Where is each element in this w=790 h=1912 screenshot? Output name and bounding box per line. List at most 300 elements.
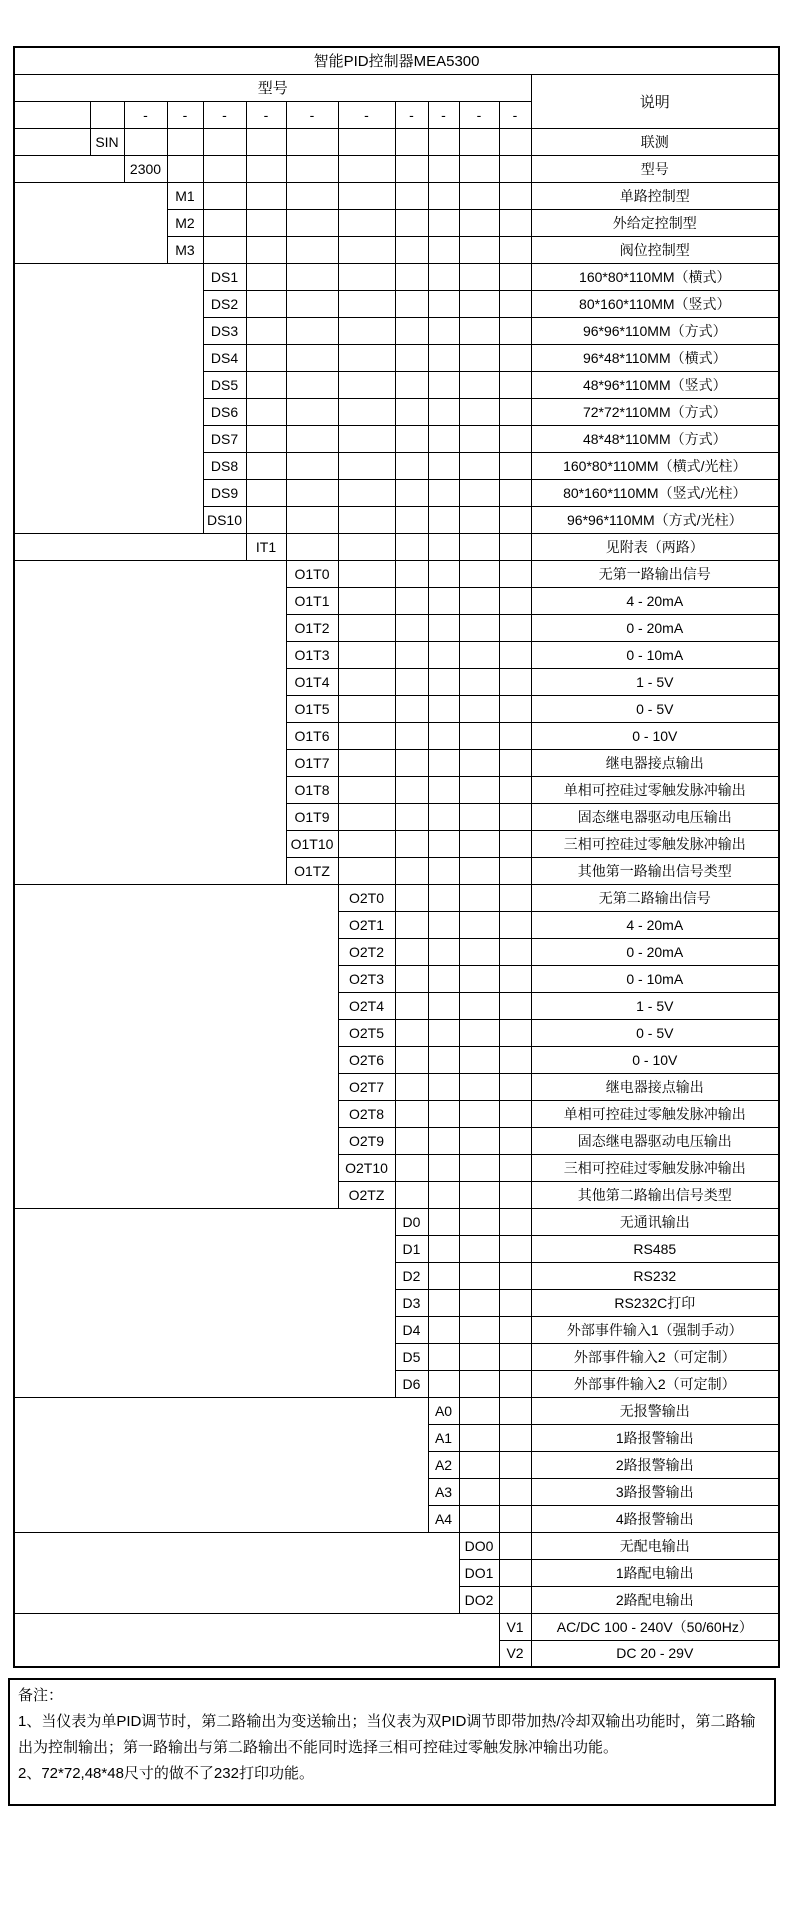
code-cell: DS7 <box>203 425 246 452</box>
empty-code-cell <box>428 290 459 317</box>
empty-code-cell <box>459 965 499 992</box>
description-cell: 其他第一路输出信号类型 <box>531 857 779 884</box>
table-row <box>14 1397 779 1424</box>
code-cell: O1T6 <box>286 722 338 749</box>
category-label-cell: 供电电源 <box>14 1613 499 1667</box>
empty-code-cell <box>459 776 499 803</box>
category-label-cell: 第一路输出信号类型 <box>14 560 286 884</box>
description-cell: 1路配电输出 <box>531 1559 779 1586</box>
empty-code-cell <box>395 560 428 587</box>
empty-code-cell <box>203 236 246 263</box>
description-cell: 阀位控制型 <box>531 236 779 263</box>
description-cell: 0 - 10V <box>531 1046 779 1073</box>
empty-code-cell <box>459 1316 499 1343</box>
notes-box <box>8 1678 776 1806</box>
code-cell: DS10 <box>203 506 246 533</box>
empty-code-cell <box>499 938 531 965</box>
empty-code-cell <box>499 965 531 992</box>
empty-code-cell <box>428 506 459 533</box>
empty-code-cell <box>428 1154 459 1181</box>
empty-code-cell <box>428 749 459 776</box>
description-cell: 其他第二路输出信号类型 <box>531 1181 779 1208</box>
category-label-cell: 第二路输出信号类型 <box>14 884 338 1208</box>
empty-code-cell <box>286 425 338 452</box>
empty-code-cell <box>246 344 286 371</box>
empty-code-cell <box>338 722 395 749</box>
empty-code-cell <box>459 317 499 344</box>
empty-code-cell <box>395 587 428 614</box>
code-cell: O2T2 <box>338 938 395 965</box>
empty-code-cell <box>499 560 531 587</box>
empty-code-cell <box>459 533 499 560</box>
empty-code-cell <box>286 236 338 263</box>
empty-code-cell <box>395 236 428 263</box>
empty-code-cell <box>338 452 395 479</box>
empty-code-cell <box>428 236 459 263</box>
empty-code-cell <box>286 371 338 398</box>
empty-code-cell <box>338 236 395 263</box>
empty-code-cell <box>246 425 286 452</box>
empty-code-cell <box>428 1370 459 1397</box>
description-cell: 固态继电器驱动电压输出 <box>531 803 779 830</box>
empty-code-cell <box>428 533 459 560</box>
code-cell: DS5 <box>203 371 246 398</box>
code-cell: DO1 <box>459 1559 499 1586</box>
empty-code-cell <box>499 1424 531 1451</box>
empty-code-cell <box>286 209 338 236</box>
empty-code-cell <box>428 641 459 668</box>
empty-code-cell <box>428 128 459 155</box>
dash-cell: - <box>286 101 338 128</box>
empty-code-cell <box>428 425 459 452</box>
table-row <box>14 182 779 209</box>
table-row <box>14 533 779 560</box>
empty-code-cell <box>338 749 395 776</box>
code-cell: O1T8 <box>286 776 338 803</box>
empty-code-cell <box>499 1046 531 1073</box>
description-cell: 三相可控硅过零触发脉冲输出 <box>531 830 779 857</box>
code-cell: O2TZ <box>338 1181 395 1208</box>
empty-code-cell <box>338 857 395 884</box>
empty-code-cell <box>338 506 395 533</box>
empty-code-cell <box>499 992 531 1019</box>
empty-code-cell <box>428 857 459 884</box>
code-cell: O1TZ <box>286 857 338 884</box>
description-cell: 0 - 10mA <box>531 641 779 668</box>
empty-code-cell <box>395 803 428 830</box>
empty-code-cell <box>499 1154 531 1181</box>
empty-code-cell <box>395 452 428 479</box>
empty-code-cell <box>459 992 499 1019</box>
empty-code-cell <box>459 1208 499 1235</box>
empty-code-cell <box>395 1073 428 1100</box>
empty-code-cell <box>167 155 203 182</box>
empty-code-cell <box>338 425 395 452</box>
empty-code-cell <box>499 884 531 911</box>
code-cell: O1T1 <box>286 587 338 614</box>
code-cell: DS9 <box>203 479 246 506</box>
code-cell: A2 <box>428 1451 459 1478</box>
description-cell: 继电器接点输出 <box>531 749 779 776</box>
empty-code-cell <box>246 290 286 317</box>
empty-code-cell <box>338 479 395 506</box>
empty-code-cell <box>459 1100 499 1127</box>
empty-code-cell <box>286 452 338 479</box>
table-row <box>14 884 779 911</box>
empty-code-cell <box>428 371 459 398</box>
empty-code-cell <box>499 1478 531 1505</box>
empty-code-cell <box>395 506 428 533</box>
code-cell: DS4 <box>203 344 246 371</box>
empty-code-cell <box>499 236 531 263</box>
empty-code-cell <box>246 209 286 236</box>
code-cell: DS2 <box>203 290 246 317</box>
model-header-cell: 型号 <box>14 74 531 101</box>
description-cell: 48*48*110MM（方式） <box>531 425 779 452</box>
description-cell: RS485 <box>531 1235 779 1262</box>
empty-code-cell <box>459 830 499 857</box>
empty-code-cell <box>246 479 286 506</box>
empty-code-cell <box>203 182 246 209</box>
empty-code-cell <box>246 236 286 263</box>
empty-code-cell <box>459 1073 499 1100</box>
dash-cell: - <box>338 101 395 128</box>
code-cell: D4 <box>395 1316 428 1343</box>
empty-code-cell <box>459 1370 499 1397</box>
empty-code-cell <box>124 128 167 155</box>
empty-code-cell <box>459 479 499 506</box>
category-label-cell: 配电输出 <box>14 1532 459 1613</box>
empty-code-cell <box>428 1316 459 1343</box>
empty-code-cell <box>459 182 499 209</box>
empty-code-cell <box>395 749 428 776</box>
empty-code-cell <box>459 722 499 749</box>
empty-code-cell <box>246 128 286 155</box>
code-cell: A3 <box>428 1478 459 1505</box>
empty-code-cell <box>499 641 531 668</box>
description-cell: 无通讯输出 <box>531 1208 779 1235</box>
empty-code-cell <box>499 803 531 830</box>
empty-code-cell <box>428 992 459 1019</box>
empty-code-cell <box>395 479 428 506</box>
empty-code-cell <box>395 533 428 560</box>
empty-code-cell <box>499 182 531 209</box>
empty-code-cell <box>395 695 428 722</box>
empty-code-cell <box>499 425 531 452</box>
empty-code-cell <box>338 290 395 317</box>
desc-header-cell: 说明 <box>531 74 779 128</box>
dash-cell: - <box>167 101 203 128</box>
empty-code-cell <box>395 344 428 371</box>
empty-code-cell <box>459 506 499 533</box>
code-cell: O2T3 <box>338 965 395 992</box>
empty-code-cell <box>395 641 428 668</box>
empty-code-cell <box>459 938 499 965</box>
empty-code-cell <box>395 128 428 155</box>
empty-code-cell <box>395 425 428 452</box>
empty-code-cell <box>428 560 459 587</box>
notes-list <box>18 1709 764 1787</box>
description-cell: 0 - 10mA <box>531 965 779 992</box>
dash-cell: - <box>459 101 499 128</box>
code-cell: DS8 <box>203 452 246 479</box>
code-cell: DO2 <box>459 1586 499 1613</box>
empty-code-cell <box>499 1451 531 1478</box>
empty-code-cell <box>395 182 428 209</box>
empty-code-cell <box>499 155 531 182</box>
empty-code-cell <box>428 1262 459 1289</box>
description-cell: 160*80*110MM（横式/光柱） <box>531 452 779 479</box>
category-label-cell: 规格尺寸（宽*高*深） <box>14 263 203 533</box>
code-cell: V2 <box>499 1640 531 1667</box>
empty-code-cell <box>338 641 395 668</box>
table-row <box>14 155 779 182</box>
code-cell: O2T6 <box>338 1046 395 1073</box>
description-cell: 0 - 5V <box>531 695 779 722</box>
empty-code-cell <box>459 263 499 290</box>
notes-heading: 备注： <box>18 1687 64 1704</box>
description-cell: 4 - 20mA <box>531 911 779 938</box>
description-cell: 单相可控硅过零触发脉冲输出 <box>531 776 779 803</box>
note-line: 1、当仪表为单PID调节时，第二路输出为变送输出；当仪表为双PID调节即带加热/冷却双输出功能时，第二路输出为控制输出；第一路输出与第二路输出不能同时选择三相可控硅过零触发脉冲输出功能。 <box>18 1713 756 1756</box>
code-cell: 2300 <box>124 155 167 182</box>
empty-code-cell <box>428 1046 459 1073</box>
description-cell: 0 - 20mA <box>531 938 779 965</box>
description-cell: 4路报警输出 <box>531 1505 779 1532</box>
empty-code-cell <box>338 803 395 830</box>
empty-code-cell <box>459 1478 499 1505</box>
empty-code-cell <box>459 803 499 830</box>
empty-code-cell <box>246 155 286 182</box>
empty-code-cell <box>459 1451 499 1478</box>
model-selection-sheet <box>13 46 790 1668</box>
empty-code-cell <box>428 830 459 857</box>
empty-code-cell <box>395 398 428 425</box>
empty-code-cell <box>428 452 459 479</box>
description-cell: 三相可控硅过零触发脉冲输出 <box>531 1154 779 1181</box>
empty-code-cell <box>428 884 459 911</box>
empty-code-cell <box>499 695 531 722</box>
empty-code-cell <box>286 533 338 560</box>
description-cell: 96*96*110MM（方式） <box>531 317 779 344</box>
empty-code-cell <box>499 1208 531 1235</box>
dash-empty-cell <box>14 101 90 128</box>
empty-code-cell <box>286 398 338 425</box>
table-row <box>14 1613 779 1640</box>
empty-code-cell <box>499 479 531 506</box>
table-row <box>14 263 779 290</box>
code-cell: SIN <box>90 128 124 155</box>
dash-cell: - <box>203 101 246 128</box>
empty-code-cell <box>428 263 459 290</box>
code-cell: D1 <box>395 1235 428 1262</box>
code-cell: D0 <box>395 1208 428 1235</box>
empty-code-cell <box>286 290 338 317</box>
empty-code-cell <box>338 668 395 695</box>
note-line: 2、72*72,48*48尺寸的做不了232打印功能。 <box>18 1765 314 1782</box>
empty-code-cell <box>459 857 499 884</box>
empty-code-cell <box>286 344 338 371</box>
empty-code-cell <box>246 263 286 290</box>
empty-code-cell <box>428 1235 459 1262</box>
empty-code-cell <box>459 668 499 695</box>
empty-code-cell <box>167 128 203 155</box>
description-cell: 2路报警输出 <box>531 1451 779 1478</box>
code-cell: V1 <box>499 1613 531 1640</box>
empty-code-cell <box>499 506 531 533</box>
empty-code-cell <box>499 1505 531 1532</box>
empty-code-cell <box>428 155 459 182</box>
empty-code-cell <box>395 857 428 884</box>
empty-code-cell <box>499 722 531 749</box>
empty-code-cell <box>499 1073 531 1100</box>
category-label-cell: 型号 <box>14 155 124 182</box>
empty-code-cell <box>395 830 428 857</box>
empty-code-cell <box>428 182 459 209</box>
code-cell: D5 <box>395 1343 428 1370</box>
code-cell: O2T10 <box>338 1154 395 1181</box>
empty-code-cell <box>499 533 531 560</box>
category-label-cell: 仪表类型 <box>14 182 167 263</box>
empty-code-cell <box>428 965 459 992</box>
description-cell: 外给定控制型 <box>531 209 779 236</box>
empty-code-cell <box>499 1559 531 1586</box>
description-cell: 80*160*110MM（竖式） <box>531 290 779 317</box>
empty-code-cell <box>428 1343 459 1370</box>
empty-code-cell <box>459 560 499 587</box>
empty-code-cell <box>395 1181 428 1208</box>
empty-code-cell <box>459 1397 499 1424</box>
empty-code-cell <box>338 209 395 236</box>
empty-code-cell <box>499 1262 531 1289</box>
empty-code-cell <box>286 479 338 506</box>
empty-code-cell <box>499 1019 531 1046</box>
empty-code-cell <box>499 290 531 317</box>
empty-code-cell <box>428 479 459 506</box>
empty-code-cell <box>246 398 286 425</box>
empty-code-cell <box>395 992 428 1019</box>
empty-code-cell <box>395 1127 428 1154</box>
description-cell: 继电器接点输出 <box>531 1073 779 1100</box>
empty-code-cell <box>499 911 531 938</box>
description-cell: 1 - 5V <box>531 992 779 1019</box>
empty-code-cell <box>499 668 531 695</box>
description-cell: RS232 <box>531 1262 779 1289</box>
code-cell: M3 <box>167 236 203 263</box>
empty-code-cell <box>395 1100 428 1127</box>
description-cell: 固态继电器驱动电压输出 <box>531 1127 779 1154</box>
empty-code-cell <box>459 1046 499 1073</box>
empty-code-cell <box>395 263 428 290</box>
description-cell: 无第二路输出信号 <box>531 884 779 911</box>
empty-code-cell <box>203 209 246 236</box>
empty-code-cell <box>428 803 459 830</box>
table-row <box>14 1532 779 1559</box>
empty-code-cell <box>499 830 531 857</box>
empty-code-cell <box>428 911 459 938</box>
empty-code-cell <box>459 371 499 398</box>
empty-code-cell <box>428 398 459 425</box>
empty-code-cell <box>338 155 395 182</box>
description-cell: 80*160*110MM（竖式/光柱） <box>531 479 779 506</box>
empty-code-cell <box>246 371 286 398</box>
empty-code-cell <box>499 1100 531 1127</box>
empty-code-cell <box>499 1397 531 1424</box>
empty-code-cell <box>499 128 531 155</box>
empty-code-cell <box>428 1100 459 1127</box>
selection-table-body <box>14 128 779 1667</box>
description-cell: 0 - 10V <box>531 722 779 749</box>
empty-code-cell <box>395 776 428 803</box>
category-label-cell: 输入信号类型 <box>14 533 246 560</box>
description-cell: 1 - 5V <box>531 668 779 695</box>
empty-code-cell <box>338 695 395 722</box>
code-cell: DS1 <box>203 263 246 290</box>
empty-code-cell <box>286 317 338 344</box>
empty-code-cell <box>246 317 286 344</box>
empty-code-cell <box>459 155 499 182</box>
description-cell: 0 - 20mA <box>531 614 779 641</box>
empty-code-cell <box>428 722 459 749</box>
category-label-cell: 报警输出 <box>14 1397 428 1532</box>
code-cell: D2 <box>395 1262 428 1289</box>
empty-code-cell <box>459 587 499 614</box>
empty-code-cell <box>286 182 338 209</box>
empty-code-cell <box>338 182 395 209</box>
description-cell: 见附表（两路） <box>531 533 779 560</box>
empty-code-cell <box>395 209 428 236</box>
empty-code-cell <box>428 614 459 641</box>
dash-cell: - <box>428 101 459 128</box>
code-cell: O2T7 <box>338 1073 395 1100</box>
code-cell: IT1 <box>246 533 286 560</box>
description-cell: 0 - 5V <box>531 1019 779 1046</box>
description-cell: 3路报警输出 <box>531 1478 779 1505</box>
empty-code-cell <box>395 290 428 317</box>
empty-code-cell <box>499 344 531 371</box>
table-row <box>14 560 779 587</box>
empty-code-cell <box>395 668 428 695</box>
empty-code-cell <box>499 1586 531 1613</box>
code-cell: A4 <box>428 1505 459 1532</box>
empty-code-cell <box>459 236 499 263</box>
empty-code-cell <box>499 1181 531 1208</box>
empty-code-cell <box>338 371 395 398</box>
category-label-cell: 通讯输出类型 <box>14 1208 395 1397</box>
dash-cell: - <box>499 101 531 128</box>
category-label-cell: 公司名称 <box>14 128 90 155</box>
description-cell: 96*48*110MM（横式） <box>531 344 779 371</box>
empty-code-cell <box>459 749 499 776</box>
empty-code-cell <box>499 857 531 884</box>
empty-code-cell <box>428 344 459 371</box>
empty-code-cell <box>428 938 459 965</box>
description-cell: DC 20 - 29V <box>531 1640 779 1667</box>
description-cell: 1路报警输出 <box>531 1424 779 1451</box>
empty-code-cell <box>338 614 395 641</box>
empty-code-cell <box>499 1343 531 1370</box>
empty-code-cell <box>459 398 499 425</box>
empty-code-cell <box>246 452 286 479</box>
dash-cell: - <box>124 101 167 128</box>
description-cell: 外部事件输入2（可定制） <box>531 1370 779 1397</box>
empty-code-cell <box>499 209 531 236</box>
page-title: 智能PID控制器MEA5300 <box>14 47 779 74</box>
empty-code-cell <box>428 1289 459 1316</box>
code-cell: O1T0 <box>286 560 338 587</box>
description-cell: 4 - 20mA <box>531 587 779 614</box>
empty-code-cell <box>338 560 395 587</box>
